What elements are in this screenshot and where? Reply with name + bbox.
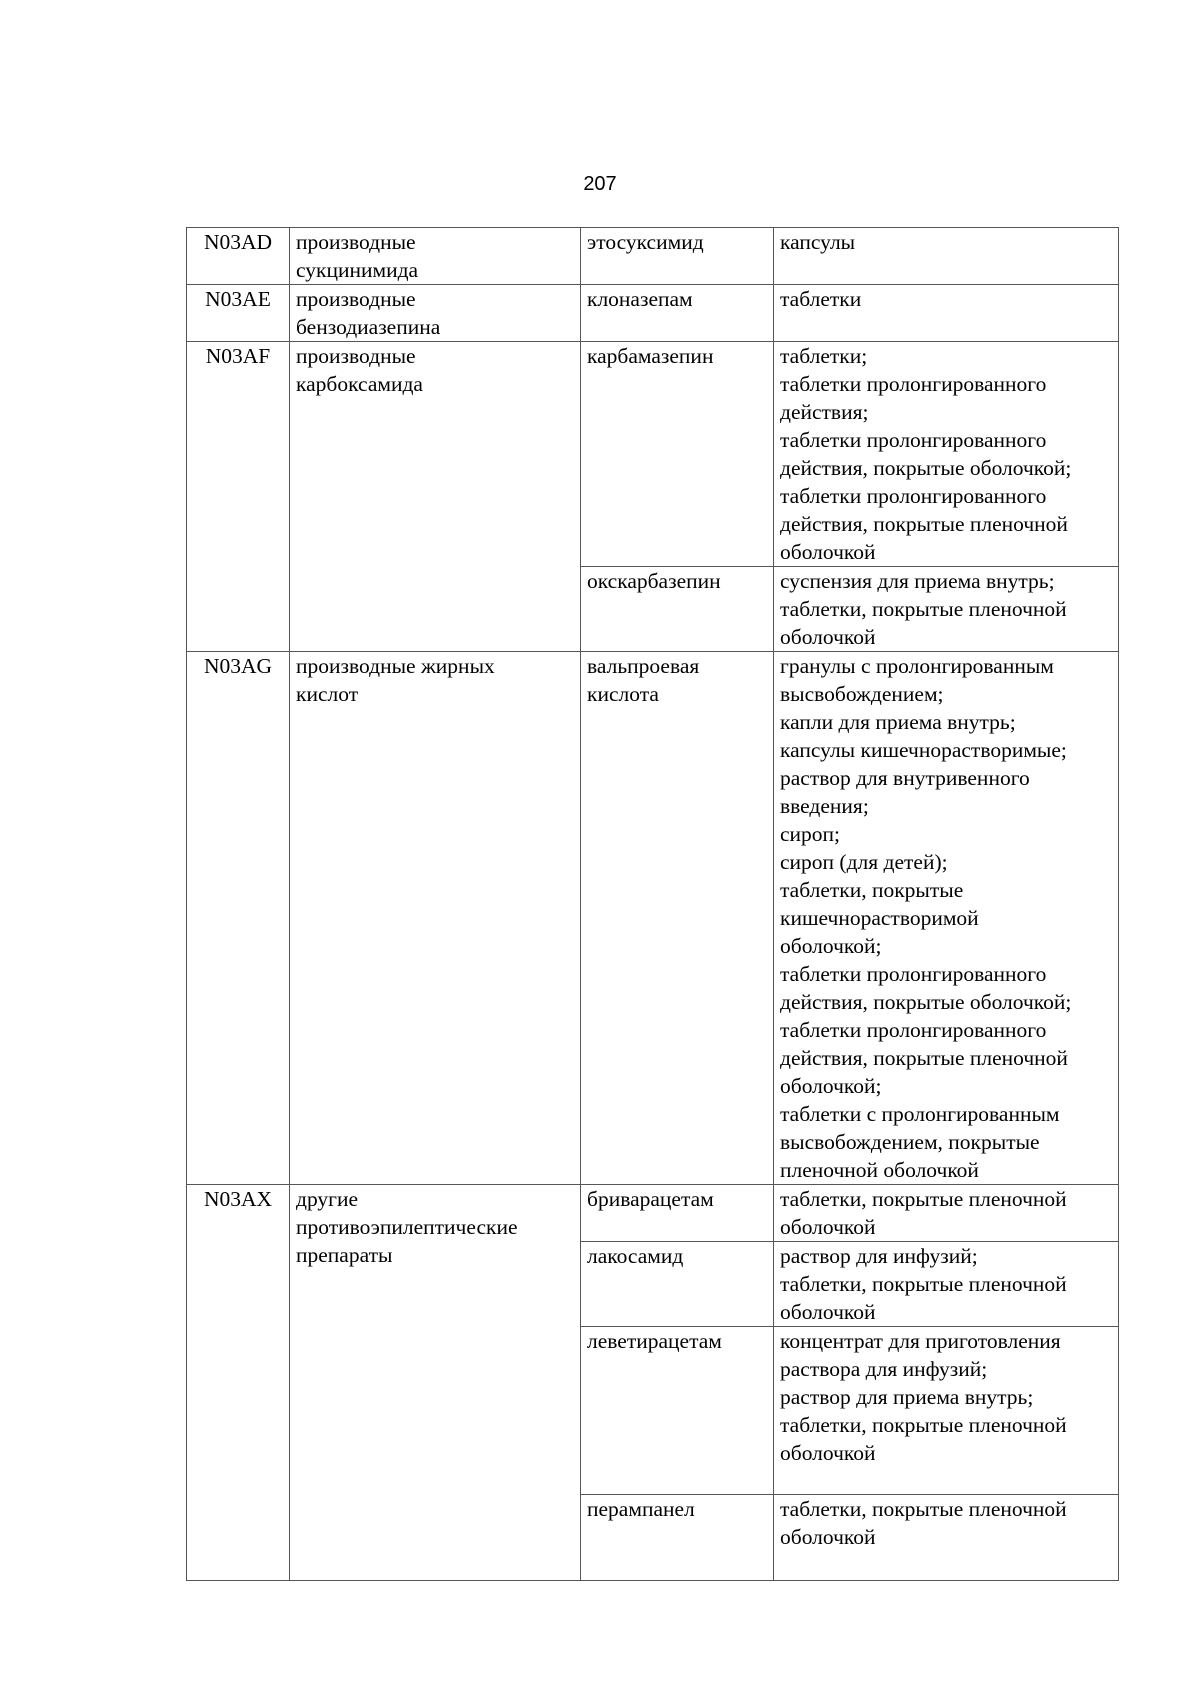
drug-table xyxy=(186,227,1119,1581)
table-row xyxy=(187,342,1119,567)
group-name: производные жирных кислот xyxy=(290,652,581,1185)
drug-name: окскарбазепин xyxy=(581,567,774,652)
dosage-form: таблетки xyxy=(774,285,1119,342)
dosage-form: суспензия для приема внутрь; таблетки, покрытые пленочной оболочкой xyxy=(774,567,1119,652)
table-row xyxy=(187,652,1119,1185)
dosage-form: гранулы с пролонгированным высвобождением; капли для приема внутрь; капсулы кишечнорастворимые; раствор для внутривенного введения; сироп; сироп (для детей); таблетки, покрытые кишечнорастворимой оболочкой; таблетки пролонгированного действия, покрытые оболочкой; таблетки пролонгированного действия, покрытые пленочной оболочкой; таблетки с пролонгированным высвобождением, покрытые пленочной оболочкой xyxy=(774,652,1119,1185)
dosage-form: капсулы xyxy=(774,228,1119,285)
drug-name: вальпроевая кислота xyxy=(581,652,774,1185)
atc-code: N03AF xyxy=(187,342,290,652)
drug-name: леветирацетам xyxy=(581,1327,774,1495)
atc-code: N03AX xyxy=(187,1185,290,1581)
page-number: 207 xyxy=(583,173,617,195)
table-row xyxy=(187,1185,1119,1242)
drug-name: этосуксимид xyxy=(581,228,774,285)
drug-name: лакосамид xyxy=(581,1242,774,1327)
dosage-form: таблетки, покрытые пленочной оболочкой xyxy=(774,1185,1119,1242)
atc-code: N03AE xyxy=(187,285,290,342)
drug-name: бриварацетам xyxy=(581,1185,774,1242)
atc-code: N03AD xyxy=(187,228,290,285)
group-name: производные бензодиазепина xyxy=(290,285,581,342)
group-name: производные карбоксамида xyxy=(290,342,581,652)
group-name: производные сукцинимида xyxy=(290,228,581,285)
dosage-form: концентрат для приготовления раствора для инфузий; раствор для приема внутрь; таблетки, покрытые пленочной оболочкой xyxy=(774,1327,1119,1495)
atc-code: N03AG xyxy=(187,652,290,1185)
table-row xyxy=(187,228,1119,285)
table-row xyxy=(187,285,1119,342)
drug-name: карбамазепин xyxy=(581,342,774,567)
drug-name: перампанел xyxy=(581,1495,774,1581)
dosage-form: таблетки, покрытые пленочной оболочкой xyxy=(774,1495,1119,1581)
dosage-form: раствор для инфузий; таблетки, покрытые пленочной оболочкой xyxy=(774,1242,1119,1327)
drug-name: клоназепам xyxy=(581,285,774,342)
group-name: другие противоэпилептические препараты xyxy=(290,1185,581,1581)
dosage-form: таблетки; таблетки пролонгированного действия; таблетки пролонгированного действия, покрытые оболочкой; таблетки пролонгированного действия, покрытые пленочной оболочкой xyxy=(774,342,1119,567)
